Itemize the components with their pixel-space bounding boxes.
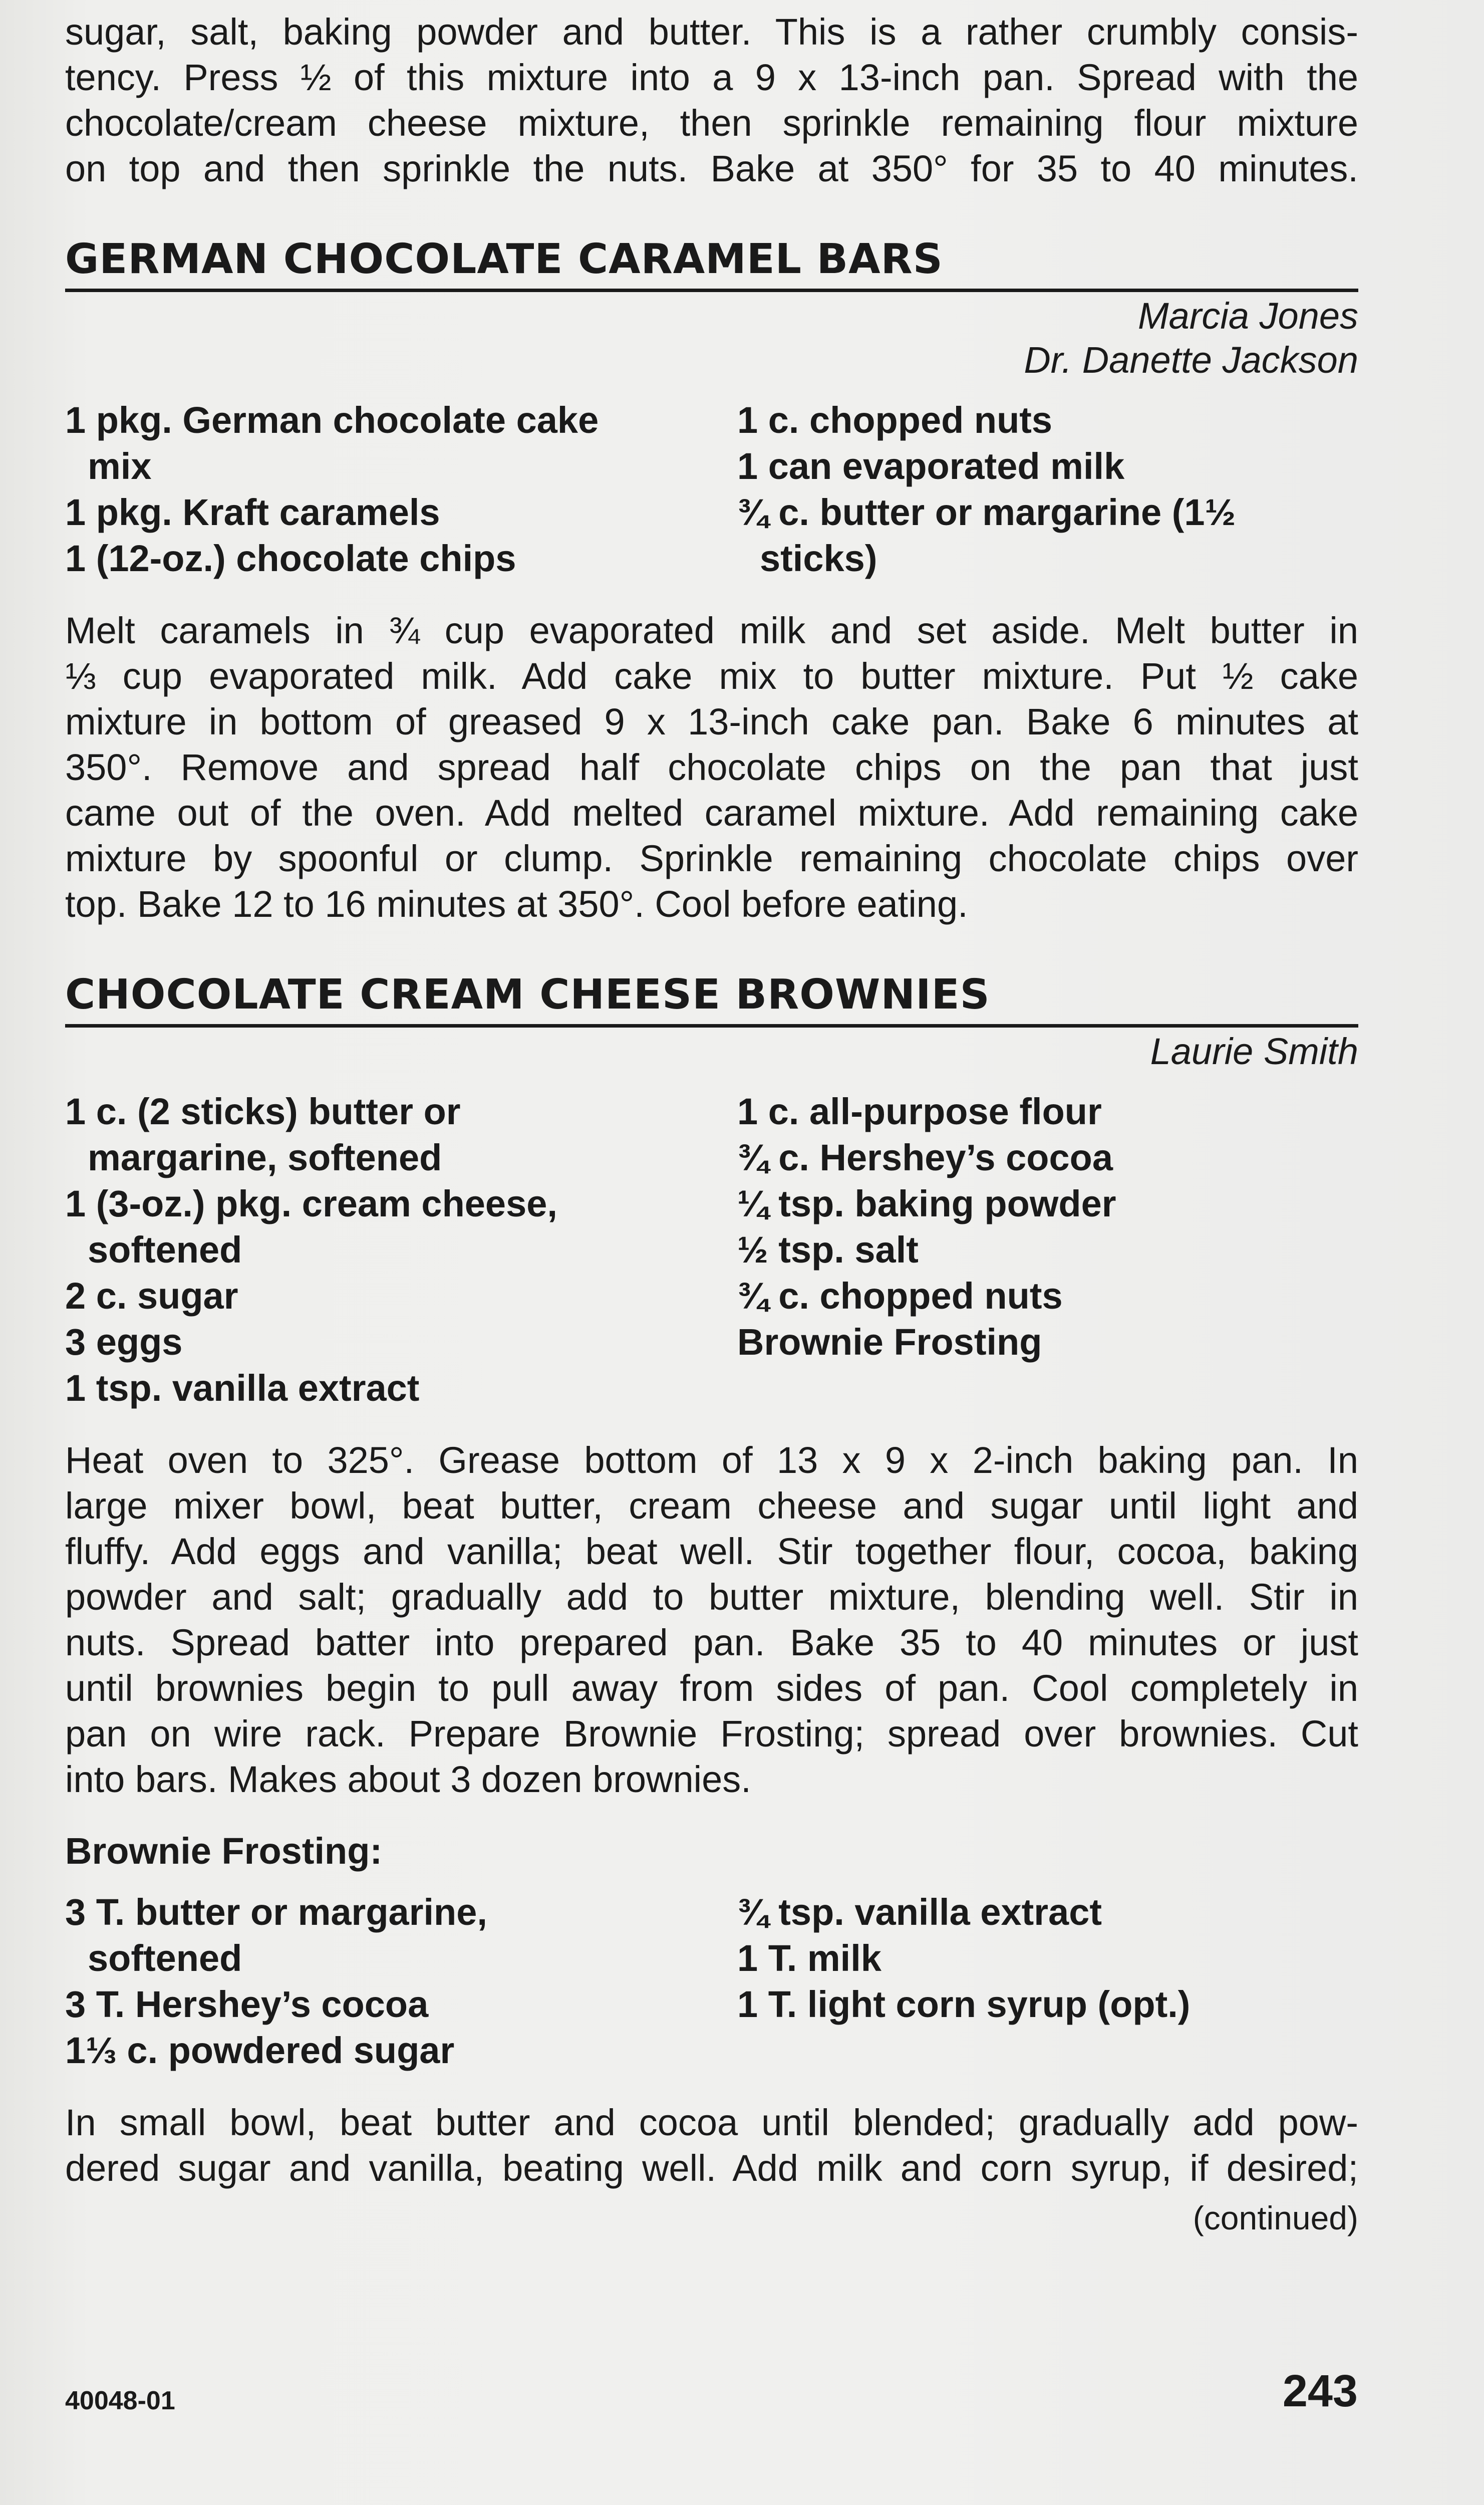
recipe-title: GERMAN CHOCOLATE CARAMEL BARS [65,235,1358,292]
ingredient-item: 1⅓ c. powdered sugar [65,2030,455,2071]
ingredient-item: ½ tsp. salt [737,1229,919,1271]
text-line: on top and then sprinkle the nuts. Bake at 350° for 35 to 40 minutes. [65,148,1358,189]
ingredient-item: ¾ tsp. vanilla extract [737,1891,1102,1933]
text-line: until brownies begin to pull away from sides of pan. Cool completely in [65,1667,1358,1709]
text-line: mixture by spoonful or clump. Sprinkle remaining chocolate chips over [65,838,1358,879]
ingredient-item: 3 T. Hershey’s cocoa [65,1983,429,2025]
ingredient-column-right [737,1889,1358,2074]
continued-note: (continued) [1193,2199,1358,2236]
ingredient-item: 2 c. sugar [65,1275,238,1317]
page-content [65,9,1358,2238]
text-line: In small bowl, beat butter and cocoa until blended; gradually add pow- [65,2102,1358,2143]
intro-paragraph [65,9,1358,191]
text-line: pan on wire rack. Prepare Brownie Frosting; spread over brownies. Cut [65,1713,1358,1755]
recipe-author: Marcia Jones [1137,295,1358,337]
text-line: tency. Press ½ of this mixture into a 9 x 13-inch pan. Spread with the [65,57,1358,98]
text-line: top. Bake 12 to 16 minutes at 350°. Cool before eating. [65,883,968,925]
ingredient-item: 1 c. (2 sticks) butter or margarine, softened [65,1091,461,1178]
text-line: ⅓ cup evaporated milk. Add cake mix to butter mixture. Put ½ cake [65,655,1358,697]
ingredient-item: ¾ c. Hershey’s cocoa [737,1137,1113,1178]
ingredient-item: 1 (3-oz.) pkg. cream cheese, softened [65,1183,557,1271]
text-line: Heat oven to 325°. Grease bottom of 13 x 9 x 2-inch baking pan. In [65,1439,1358,1481]
text-line: powder and salt; gradually add to butter mixture, blending well. Stir in [65,1576,1358,1618]
text-line: Melt caramels in ¾ cup evaporated milk and set aside. Melt butter in [65,610,1358,651]
ingredient-item: 3 T. butter or margarine, softened [65,1891,487,1979]
text-line: chocolate/cream cheese mixture, then sprinkle remaining flour mixture [65,102,1358,144]
text-line: into bars. Makes about 3 dozen brownies. [65,1759,751,1800]
ingredient-item: ¾ c. butter or margarine (1½ sticks) [737,491,1236,579]
ingredient-list [65,397,1358,582]
ingredient-list [65,1089,1358,1411]
frosting-ingredient-list [65,1889,1358,2074]
frosting-directions [65,2100,1358,2191]
ingredient-item: 1 pkg. Kraft caramels [65,491,440,533]
ingredient-column-left [65,1889,701,2074]
text-line: large mixer bowl, beat butter, cream cheese and sugar until light and [65,1485,1358,1527]
ingredient-item: ¾ c. chopped nuts [737,1275,1063,1317]
ingredient-item: 1 T. milk [737,1937,881,1979]
ingredient-item: 1 pkg. German chocolate cake mix [65,399,599,487]
recipe-author: Laurie Smith [1150,1031,1358,1072]
ingredient-item: 1 T. light corn syrup (opt.) [737,1983,1191,2025]
ingredient-item: 1 (12-oz.) chocolate chips [65,538,516,579]
ingredient-column-right [737,1089,1358,1411]
text-line: mixture in bottom of greased 9 x 13-inch cake pan. Bake 6 minutes at [65,701,1358,742]
text-line: sugar, salt, baking powder and butter. This is a rather crumbly consis- [65,11,1358,53]
text-line: nuts. Spread batter into prepared pan. Bake 35 to 40 minutes or just [65,1622,1358,1663]
ingredient-item: 1 c. all-purpose flour [737,1091,1102,1132]
ingredient-column-right [737,397,1358,582]
recipe-directions [65,608,1358,927]
ingredient-item: 3 eggs [65,1321,183,1363]
recipe-title: CHOCOLATE CREAM CHEESE BROWNIES [65,971,1358,1028]
page-number: 243 [1282,2366,1358,2416]
ingredient-item: 1 can evaporated milk [737,445,1125,487]
ingredient-item: 1 tsp. vanilla extract [65,1367,420,1409]
text-line: 350°. Remove and spread half chocolate chips on the pan that just [65,746,1358,788]
ingredient-item: Brownie Frosting [737,1321,1042,1363]
recipe-directions [65,1437,1358,1802]
frosting-heading: Brownie Frosting: [65,1830,383,1872]
text-line: fluffy. Add eggs and vanilla; beat well. Stir together flour, cocoa, baking [65,1531,1358,1572]
text-line: came out of the oven. Add melted caramel mixture. Add remaining cake [65,792,1358,834]
ingredient-column-left [65,1089,701,1411]
ingredient-item: ¼ tsp. baking powder [737,1183,1116,1224]
print-code: 40048-01 [65,2386,175,2415]
recipe-author: Dr. Danette Jackson [1024,339,1358,381]
text-line: dered sugar and vanilla, beating well. Add milk and corn syrup, if desired; [65,2147,1358,2189]
ingredient-column-left [65,397,701,582]
ingredient-item: 1 c. chopped nuts [737,399,1053,441]
